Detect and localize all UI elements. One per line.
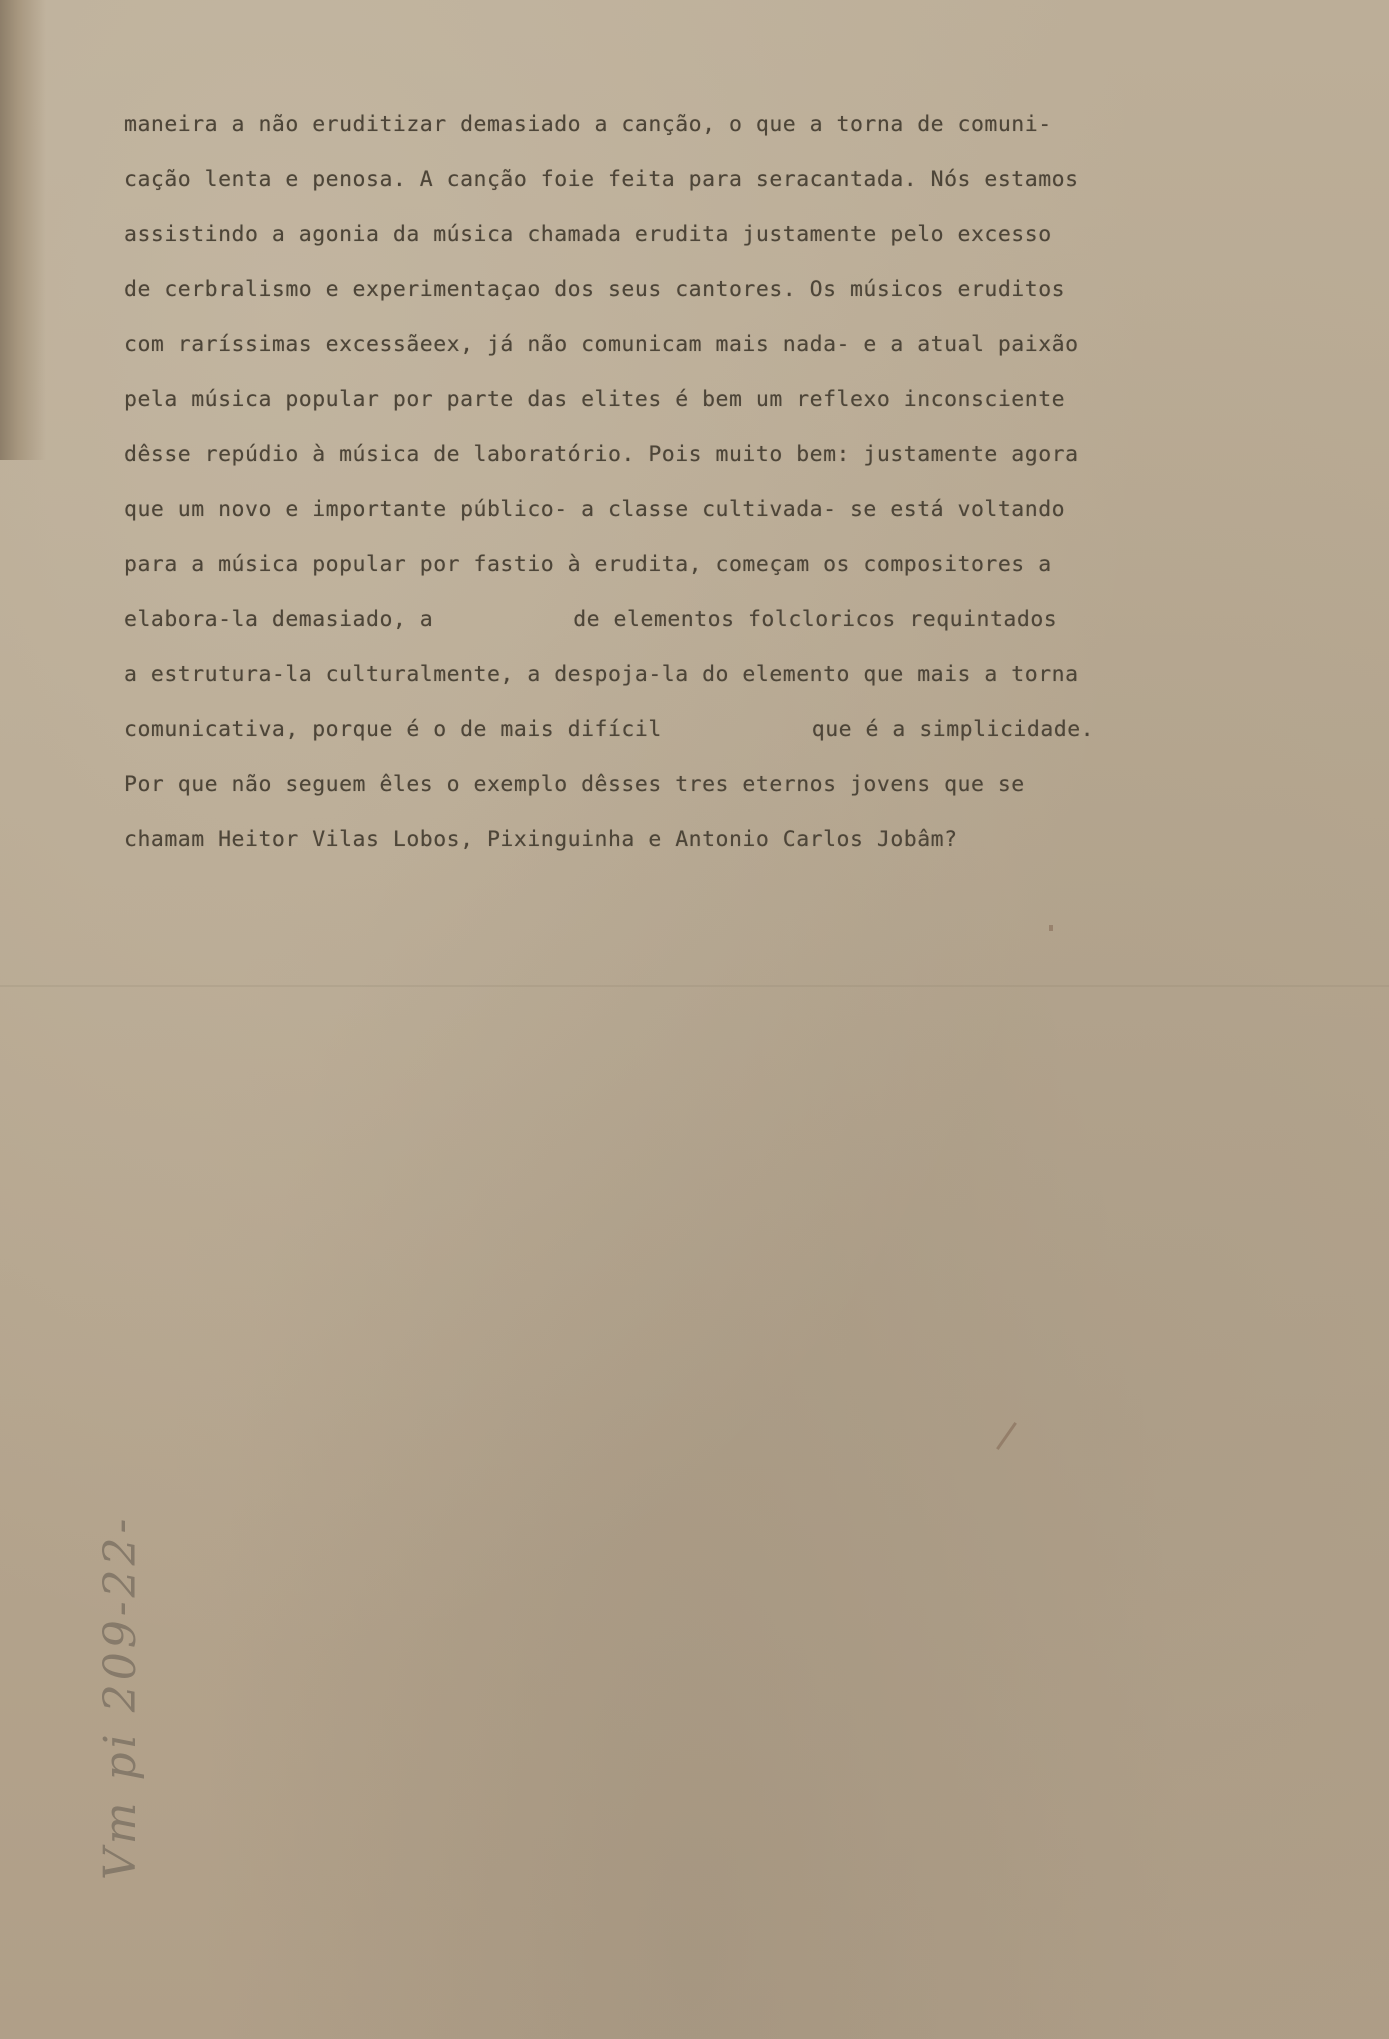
text-line-9: para a música popular por fastio à erudita, começam os compositores a xyxy=(124,552,1052,577)
text-line-5: com raríssimas excessãeex, já não comunicam mais nada- e a atual paixão xyxy=(124,332,1079,357)
text-line-14: chamam Heitor Vilas Lobos, Pixinguinha e Antonio Carlos Jobâm? xyxy=(124,827,958,852)
typed-text-block xyxy=(124,103,1354,873)
text-line-13: Por que não seguem êles o exemplo dêsses tres eternos jovens que se xyxy=(124,772,1025,797)
text-line-10: elabora-la demasiado, a de elementos folcloricos requintados xyxy=(124,607,1058,632)
text-line-3: assistindo a agonia da música chamada erudita justamente pelo excesso xyxy=(124,222,1052,247)
paper-fold xyxy=(0,985,1389,987)
text-line-8: que um novo e importante público- a classe cultivada- se está voltando xyxy=(124,497,1066,522)
handwritten-archive-note: Vm pi 209-22- xyxy=(95,1514,146,1880)
text-line-12: comunicativa, porque é o de mais difícil que é a simplicidade. xyxy=(124,717,1095,742)
text-line-11: a estrutura-la culturalmente, a despoja-la do elemento que mais a torna xyxy=(124,662,1079,687)
paper-speck xyxy=(1049,925,1053,931)
text-line-7: dêsse repúdio à música de laboratório. Pois muito bem: justamente agora xyxy=(124,442,1079,467)
text-line-6: pela música popular por parte das elites é bem um reflexo inconsciente xyxy=(124,387,1066,412)
worn-left-edge xyxy=(0,0,46,460)
text-line-2: cação lenta e penosa. A canção foie feita para seracantada. Nós estamos xyxy=(124,167,1079,192)
paper-mark xyxy=(996,1422,1017,1450)
text-line-4: de cerbralismo e experimentaçao dos seus cantores. Os músicos eruditos xyxy=(124,277,1066,302)
text-line-1: maneira a não eruditizar demasiado a canção, o que a torna de comuni- xyxy=(124,112,1052,137)
